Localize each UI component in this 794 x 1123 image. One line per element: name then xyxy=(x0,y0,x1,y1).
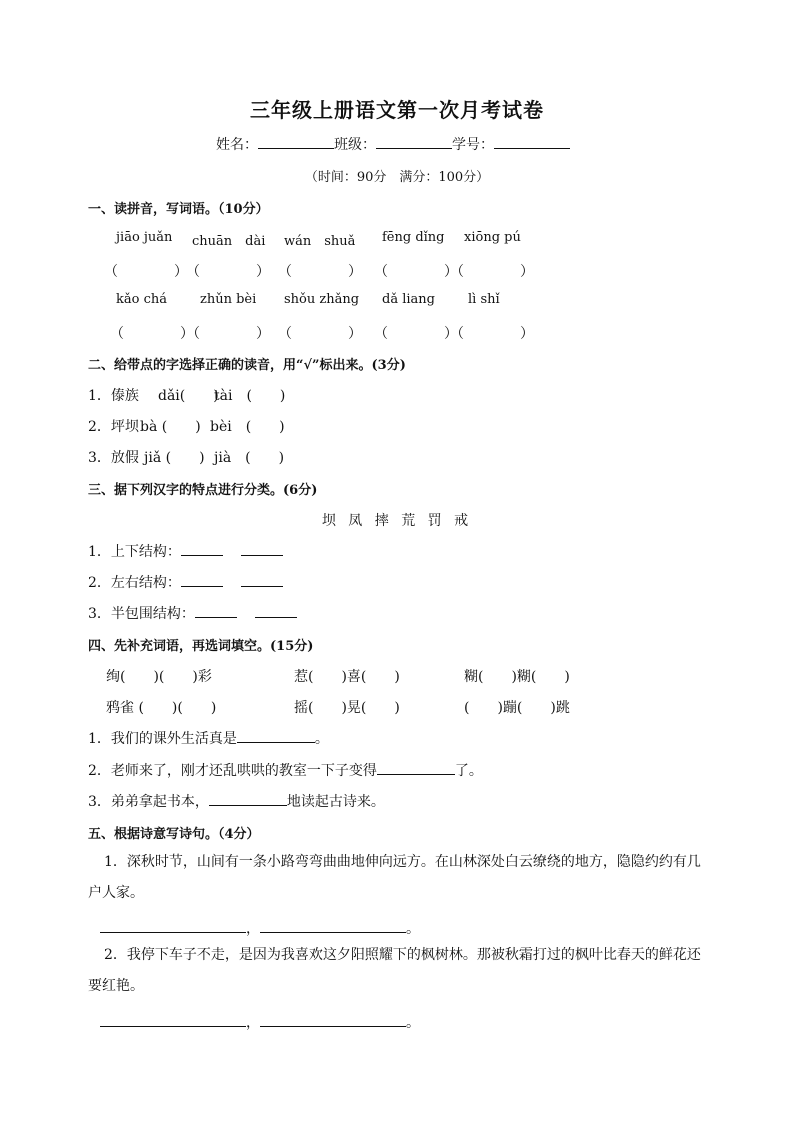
pinyin-item: xiōng pú xyxy=(464,230,521,245)
page-title: 三年级上册语文第一次月考试卷 xyxy=(250,98,544,122)
section5-heading: 五、根据诗意写诗句。（4分） xyxy=(88,827,260,842)
section2-heading: 二、给带点的字选择正确的读音，用“√”标出来。(3分) xyxy=(88,358,406,373)
period: 。 xyxy=(406,1015,420,1031)
answer-blank[interactable] xyxy=(100,1012,246,1027)
answer-paren[interactable]: （ ） xyxy=(186,264,270,280)
idiom-fill[interactable]: 糊( )糊( ) xyxy=(464,669,570,685)
period: 。 xyxy=(406,921,420,937)
pinyin-item: dǎ liang xyxy=(382,292,435,307)
name-label: 姓名： xyxy=(216,137,258,153)
idiom-fill[interactable]: 绚( )( )彩 xyxy=(106,669,212,685)
reading-option[interactable]: jiǎ ( ) xyxy=(144,450,205,466)
idiom-fill[interactable]: 鸦雀 ( )( ) xyxy=(106,700,217,716)
structure-item xyxy=(88,603,297,623)
sentence-text: 2．老师来了，刚才还乱哄哄的教室一下子变得 xyxy=(88,763,377,779)
reading-option[interactable]: jià ( ) xyxy=(214,450,285,466)
sentence-text: 1．我们的课外生活真是 xyxy=(88,731,237,747)
sentence-text: 3．弟弟拿起书本， xyxy=(88,794,209,810)
comma: ， xyxy=(246,921,260,937)
name-field[interactable] xyxy=(258,134,334,149)
pinyin-item: shǒu zhǎng xyxy=(284,292,360,307)
answer-blank[interactable] xyxy=(241,541,283,556)
idiom-fill[interactable]: 摇( )晃( ) xyxy=(294,700,400,716)
answer-paren[interactable]: （ ） xyxy=(110,326,194,342)
answer-paren[interactable]: （ ） xyxy=(278,264,362,280)
answer-blank[interactable] xyxy=(195,603,237,618)
comma: ， xyxy=(246,1015,260,1031)
answer-blank[interactable] xyxy=(100,918,246,933)
reading-option[interactable]: bà ( ) xyxy=(140,419,201,435)
answer-blank[interactable] xyxy=(377,760,455,775)
poem-meaning-1: 1．深秋时节，山间有一条小路弯弯曲曲地伸向远方。在山林深处白云缭绕的地方，隐隐约约有几户人家。 xyxy=(88,854,701,901)
answer-paren[interactable]: （ ） xyxy=(104,264,188,280)
pinyin-item: jiāo juǎn xyxy=(116,230,173,245)
reading-item-label: 2．坪坝 xyxy=(88,419,139,435)
pinyin-item: fēng dǐng xyxy=(382,230,445,245)
answer-blank[interactable] xyxy=(181,572,223,587)
answer-blank[interactable] xyxy=(209,791,287,806)
reading-option[interactable]: bèi ( ) xyxy=(210,419,285,435)
section4-heading: 四、先补充词语，再选词填空。(15分) xyxy=(88,639,314,654)
section3-heading: 三、据下列汉字的特点进行分类。(6分) xyxy=(88,483,318,498)
pinyin-item: wán shuǎ xyxy=(284,234,356,249)
answer-paren[interactable]: （ ） xyxy=(450,326,534,342)
poem-meaning-2: 2．我停下车子不走，是因为我喜欢这夕阳照耀下的枫树林。那被秋霜打过的枫叶比春天的鲜花还要红艳。 xyxy=(88,947,701,994)
class-field[interactable] xyxy=(376,134,452,149)
pinyin-item: lì shǐ xyxy=(468,292,500,307)
number-field[interactable] xyxy=(494,134,570,149)
answer-blank[interactable] xyxy=(260,918,406,933)
structure-item xyxy=(88,541,283,561)
reading-item-label: 3．放假 xyxy=(88,450,139,466)
reading-option[interactable]: tài ( ) xyxy=(214,388,286,404)
answer-paren[interactable]: （ ） xyxy=(450,264,534,280)
answer-blank[interactable] xyxy=(255,603,297,618)
answer-blank[interactable] xyxy=(237,728,315,743)
class-label: 班级： xyxy=(334,137,376,153)
structure-label: 2．左右结构： xyxy=(88,575,181,591)
structure-item xyxy=(88,572,283,592)
time-score-line: （时间：90分 满分：100分） xyxy=(304,170,490,185)
poem-answer-line xyxy=(100,918,420,938)
answer-paren[interactable]: （ ） xyxy=(278,326,362,342)
poem-answer-line xyxy=(100,1012,420,1032)
structure-label: 3．半包围结构： xyxy=(88,606,195,622)
character-list: 坝 凤 摔 荒 罚 戒 xyxy=(321,513,473,529)
answer-blank[interactable] xyxy=(241,572,283,587)
answer-paren[interactable]: （ ） xyxy=(374,326,458,342)
sentence-end: 地读起古诗来。 xyxy=(286,794,385,810)
sentence-end: 。 xyxy=(314,731,329,747)
sentence-end: 了。 xyxy=(454,763,483,779)
reading-item-label: 1．傣族 xyxy=(88,388,139,404)
pinyin-item: kǎo chá xyxy=(116,292,167,307)
number-label: 学号： xyxy=(452,137,494,153)
answer-blank[interactable] xyxy=(260,1012,406,1027)
structure-label: 1．上下结构： xyxy=(88,544,181,560)
answer-blank[interactable] xyxy=(181,541,223,556)
fill-sentence xyxy=(88,728,329,748)
fill-sentence xyxy=(88,760,483,780)
pinyin-item: zhǔn bèi xyxy=(200,292,257,307)
student-info-line xyxy=(216,134,570,154)
answer-paren[interactable]: （ ） xyxy=(186,326,270,342)
answer-paren[interactable]: （ ） xyxy=(374,264,458,280)
section1-heading: 一、读拼音，写词语。（10分） xyxy=(88,202,269,217)
fill-sentence xyxy=(88,791,385,811)
pinyin-item: chuān dài xyxy=(192,234,266,249)
reading-option[interactable]: dǎi( ) xyxy=(158,388,219,404)
idiom-fill[interactable]: ( )蹦( )跳 xyxy=(464,700,570,716)
idiom-fill[interactable]: 惹( )喜( ) xyxy=(294,669,400,685)
